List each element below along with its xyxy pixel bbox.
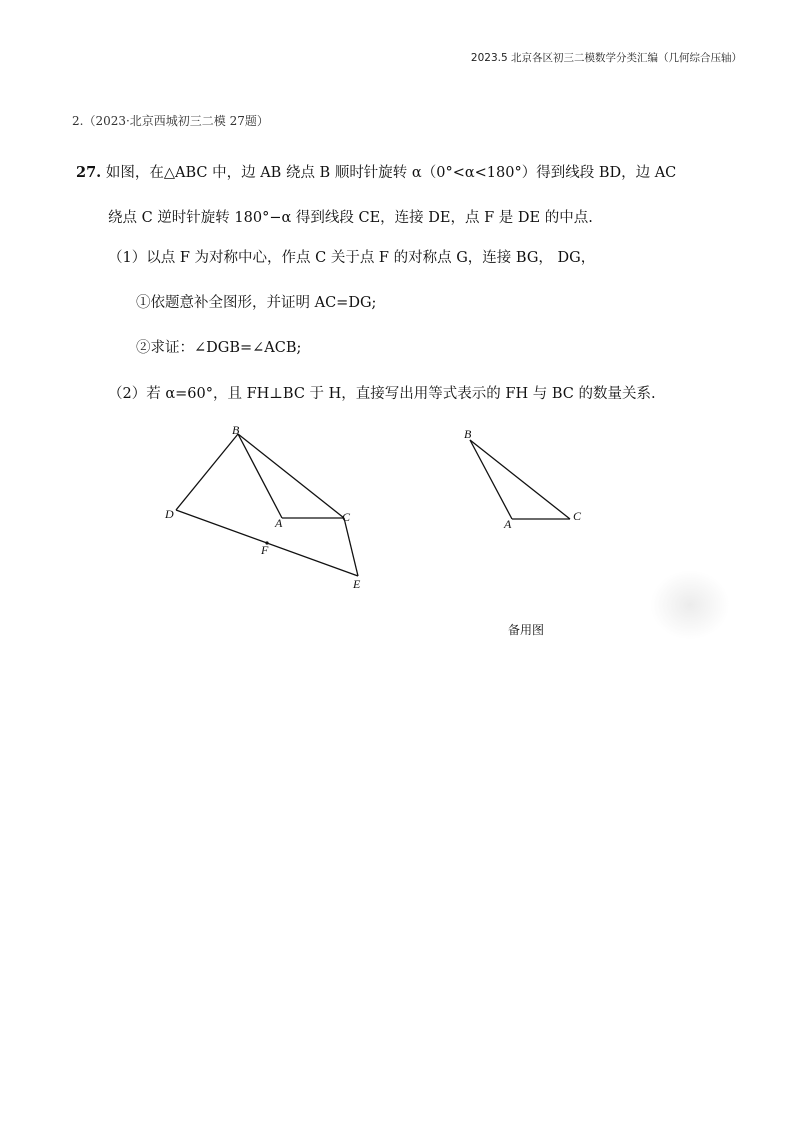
label-F: F (261, 543, 269, 557)
segment-BA (238, 434, 282, 518)
part-2: （2）若 α=60°，且 FH⊥BC 于 H，直接写出用等式表示的 FH 与 BC 的数量关系. (108, 386, 656, 402)
problem-source: 2.（2023·北京西城初三二模 27题） (72, 114, 269, 128)
part-1: （1）以点 F 为对称中心，作点 C 关于点 F 的对称点 G，连接 BG， DG， (108, 250, 596, 266)
scan-smudge (650, 570, 730, 640)
label-D: D (165, 507, 174, 521)
backup-segment-BA (470, 440, 512, 519)
backup-figure-caption: 备用图 (508, 623, 545, 637)
segment-BC (238, 434, 344, 518)
problem-text-1: 如图，在△ABC 中，边 AB 绕点 B 顺时针旋转 α（0°<α<180°）得到线段 BD，边 AC (105, 165, 677, 181)
segment-BD (176, 434, 238, 510)
backup-label-A: A (504, 517, 512, 531)
geometry-figures (150, 420, 610, 600)
label-A: A (275, 516, 283, 530)
label-C: C (342, 510, 351, 524)
backup-segment-BC (470, 440, 570, 519)
problem-number: 27. (76, 164, 102, 181)
backup-label-B: B (464, 427, 472, 441)
segment-CE (344, 518, 358, 576)
backup-figure (470, 440, 570, 519)
label-B: B (232, 423, 240, 437)
label-E: E (353, 577, 361, 591)
part-1-sub-1: ①依题意补全图形，并证明 AC=DG; (136, 295, 377, 311)
problem-text-2: 绕点 C 逆时针旋转 180°−α 得到线段 CE，连接 DE，点 F 是 DE 的中点. (108, 210, 593, 226)
backup-label-C: C (573, 509, 582, 523)
part-1-sub-2: ②求证：∠DGB=∠ACB; (136, 340, 302, 356)
page-header: 2023.5 北京各区初三二模数学分类汇编（几何综合压轴） (470, 52, 742, 64)
problem-line-1 (76, 166, 676, 181)
